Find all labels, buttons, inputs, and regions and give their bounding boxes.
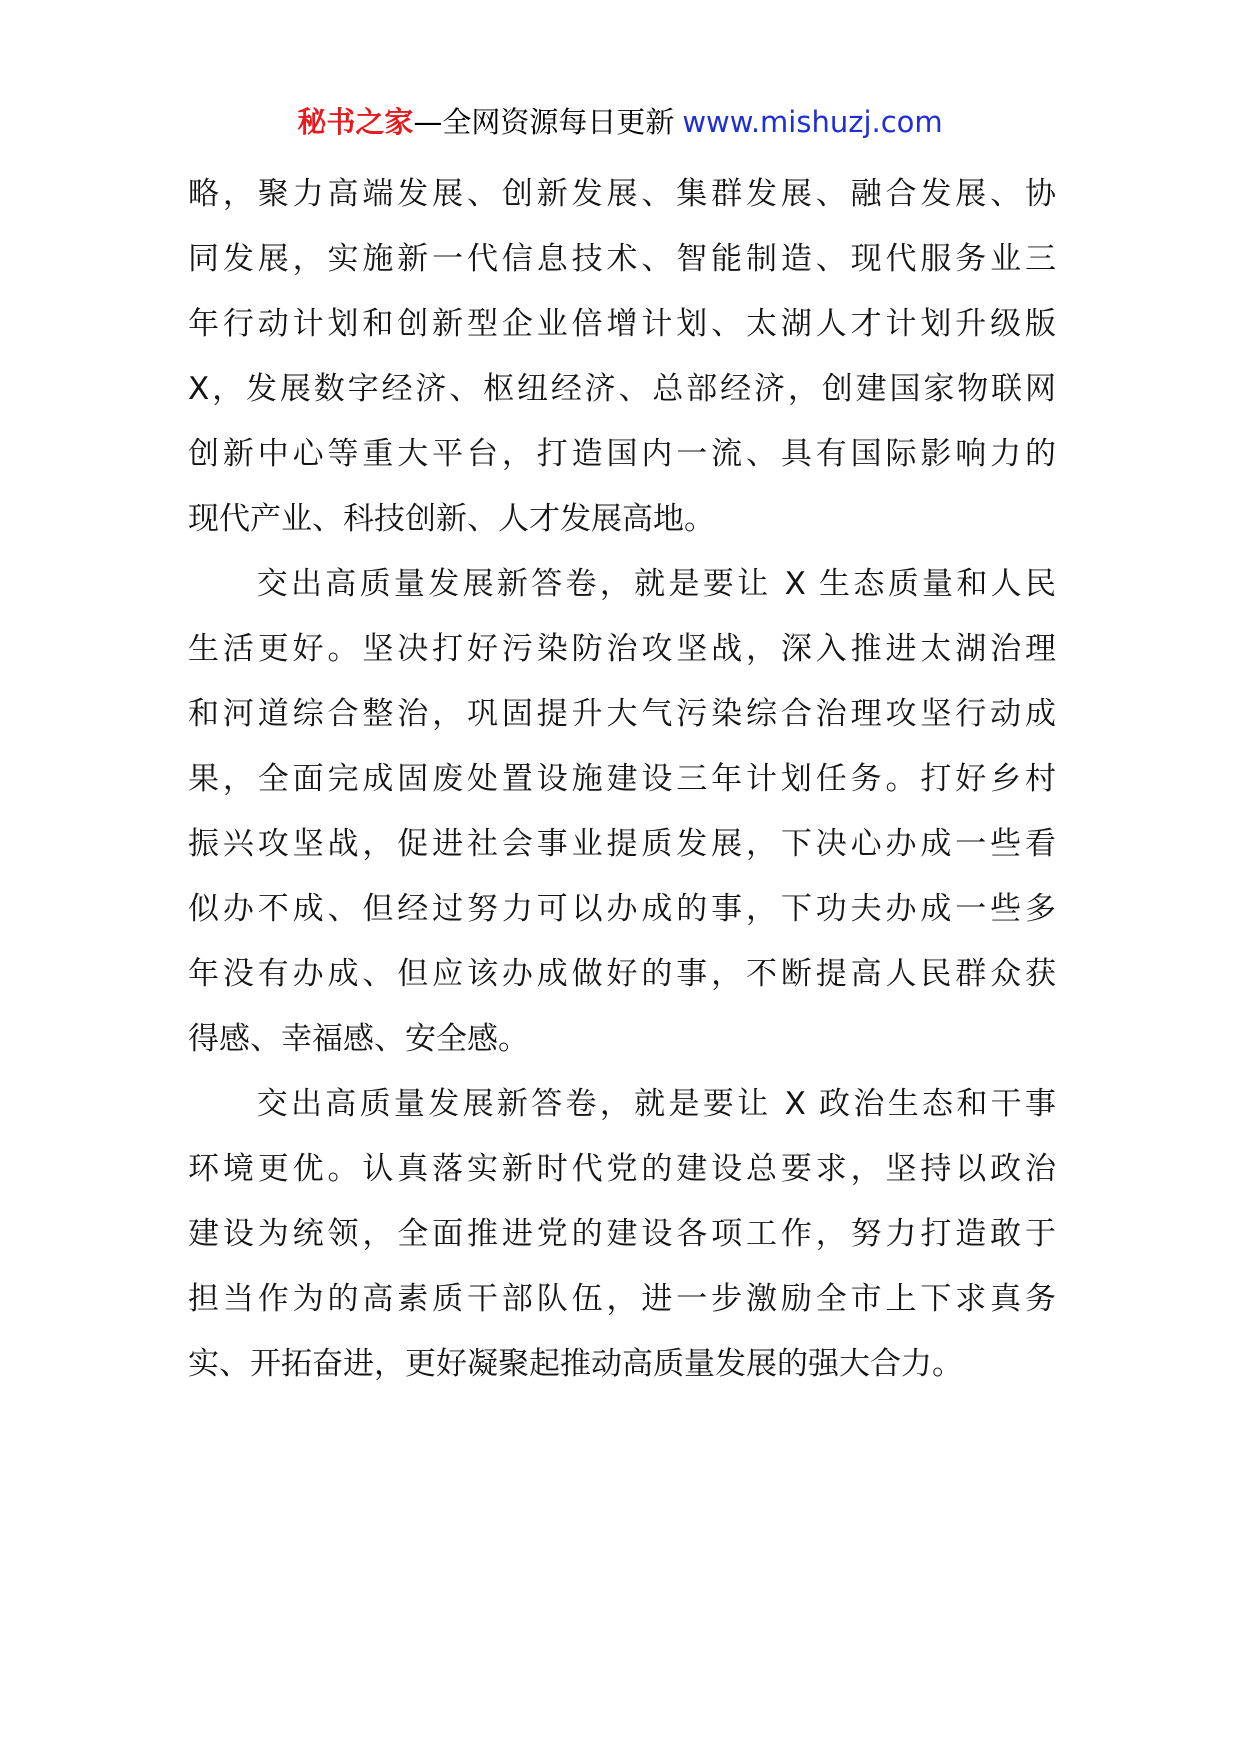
page-header xyxy=(0,100,1240,144)
text-line: 交出高质量发展新答卷，就是要让 X 生态质量和人民 xyxy=(188,566,1056,602)
paragraph-3 xyxy=(188,1072,1056,1397)
brand-name: 秘书之家 xyxy=(297,105,414,139)
document-body xyxy=(188,162,1056,1397)
text-line: 创新中心等重大平台，打造国内一流、具有国际影响力的 xyxy=(188,436,1056,472)
text-line: 似办不成、但经过努力可以办成的事，下功夫办成一些多 xyxy=(188,891,1056,927)
text-line: 生活更好。坚决打好污染防治攻坚战，深入推进太湖治理 xyxy=(188,631,1056,667)
text-line: 建设为统领，全面推进党的建设各项工作，努力打造敢于 xyxy=(188,1216,1056,1252)
site-url-link[interactable]: www.mishuzj.com xyxy=(682,105,943,139)
paragraph-1 xyxy=(188,162,1056,552)
header-slogan: —全网资源每日更新 xyxy=(413,105,675,139)
text-line: 实、开拓奋进，更好凝聚起推动高质量发展的强大合力。 xyxy=(188,1346,963,1382)
text-line: 担当作为的高素质干部队伍，进一步激励全市上下求真务 xyxy=(188,1281,1056,1317)
text-line: 略，聚力高端发展、创新发展、集群发展、融合发展、协 xyxy=(188,176,1056,212)
text-line: 得感、幸福感、安全感。 xyxy=(188,1021,529,1057)
text-line: X，发展数字经济、枢纽经济、总部经济，创建国家物联网 xyxy=(188,371,1056,407)
text-line: 年没有办成、但应该办成做好的事，不断提高人民群众获 xyxy=(188,956,1056,992)
text-line: 振兴攻坚战，促进社会事业提质发展，下决心办成一些看 xyxy=(188,826,1056,862)
text-line: 环境更优。认真落实新时代党的建设总要求，坚持以政治 xyxy=(188,1151,1056,1187)
text-line: 同发展，实施新一代信息技术、智能制造、现代服务业三 xyxy=(188,241,1056,277)
text-line: 交出高质量发展新答卷，就是要让 X 政治生态和干事 xyxy=(188,1086,1056,1122)
text-line: 年行动计划和创新型企业倍增计划、太湖人才计划升级版 xyxy=(188,306,1056,342)
text-line: 果，全面完成固废处置设施建设三年计划任务。打好乡村 xyxy=(188,761,1056,797)
text-line: 现代产业、科技创新、人才发展高地。 xyxy=(188,501,715,537)
paragraph-2 xyxy=(188,552,1056,1072)
text-line: 和河道综合整治，巩固提升大气污染综合治理攻坚行动成 xyxy=(188,696,1056,732)
